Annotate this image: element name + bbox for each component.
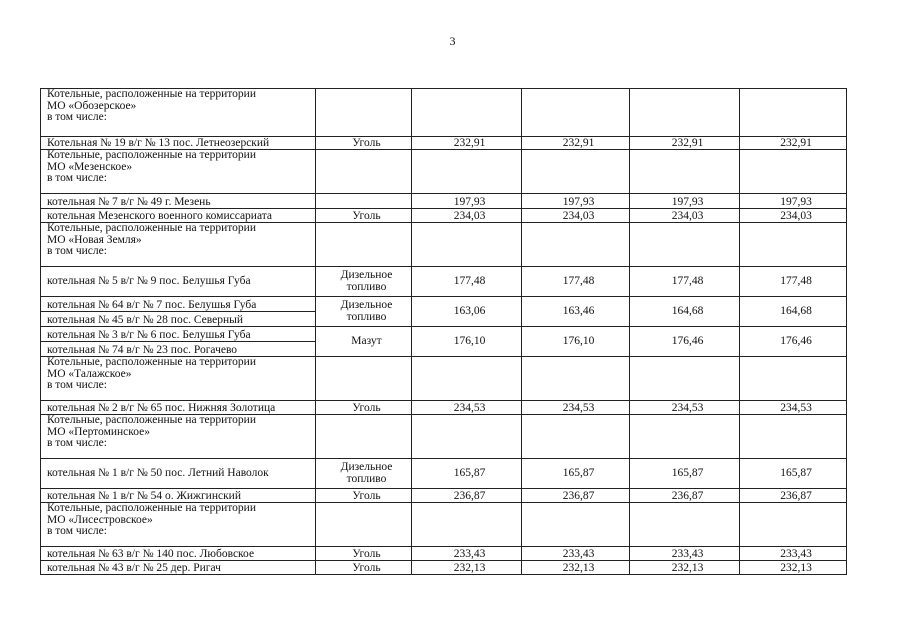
tariff-value: 164,68 [740,297,847,327]
tariff-value: 232,91 [412,137,522,150]
group-header-cell: Котельные, расположенные на территории МО «Талажское» в том числе: [41,357,316,401]
group-header-row [41,503,847,547]
group-header-row [41,415,847,459]
tariff-value: 234,03 [630,209,740,223]
tariff-value: 233,43 [412,547,522,561]
tariff-value: 176,46 [630,327,740,357]
fuel-type: Уголь [316,547,412,561]
tariff-value: 234,53 [522,401,630,415]
tariff-value: 232,13 [412,561,522,575]
tariff-value: 177,48 [630,267,740,297]
group-header-row [41,357,847,401]
fuel-type: Уголь [316,561,412,575]
fuel-type: Уголь [316,137,412,150]
tariff-value: 165,87 [630,459,740,489]
boiler-name: котельная № 45 в/г № 28 пос. Северный [41,312,316,327]
table-row [41,194,847,209]
tariff-value: 233,43 [522,547,630,561]
boiler-name: котельная № 64 в/г № 7 пос. Белушья Губа [41,297,316,312]
tariff-value: 163,06 [412,297,522,327]
tariff-value: 197,93 [522,194,630,209]
table-row [41,267,847,297]
tariff-value: 176,46 [740,327,847,357]
group-header-cell: Котельные, расположенные на территории МО «Пертоминское» в том числе: [41,415,316,459]
tariff-value: 197,93 [630,194,740,209]
tariff-value: 234,53 [412,401,522,415]
tariff-value: 236,87 [522,489,630,503]
table-row [41,561,847,575]
boiler-name: Котельная № 19 в/г № 13 пос. Летнеозерский [41,137,316,150]
tariff-value: 165,87 [522,459,630,489]
tariff-value: 233,43 [740,547,847,561]
tariff-value: 236,87 [412,489,522,503]
group-header-row [41,223,847,267]
boiler-name: котельная № 43 в/г № 25 дер. Ригач [41,561,316,575]
fuel-type: Мазут [316,327,412,357]
tariff-value: 236,87 [740,489,847,503]
group-header-cell: Котельные, расположенные на территории МО «Мезенское» в том числе: [41,150,316,194]
tariff-value: 233,43 [630,547,740,561]
group-header-row [41,150,847,194]
fuel-type [316,194,412,209]
tariff-value: 163,46 [522,297,630,327]
boiler-name: котельная № 1 в/г № 54 о. Жижгинский [41,489,316,503]
tariff-value: 232,13 [740,561,847,575]
table-row [41,209,847,223]
tariff-table [40,88,847,575]
tariff-value: 236,87 [630,489,740,503]
tariff-value: 232,13 [522,561,630,575]
tariff-value: 177,48 [412,267,522,297]
tariff-value: 165,87 [412,459,522,489]
tariff-value: 234,03 [522,209,630,223]
table-row [41,327,847,342]
page-number: 3 [449,34,456,48]
tariff-value: 234,03 [740,209,847,223]
tariff-value: 165,87 [740,459,847,489]
table-row [41,297,847,312]
tariff-value: 177,48 [740,267,847,297]
table-row [41,547,847,561]
tariff-value: 234,03 [412,209,522,223]
group-header-cell: Котельные, расположенные на территории МО «Лисестровское» в том числе: [41,503,316,547]
fuel-type: Уголь [316,489,412,503]
boiler-name: котельная № 1 в/г № 50 пос. Летний Наволок [41,459,316,489]
boiler-name: котельная № 2 в/г № 65 пос. Нижняя Золотица [41,401,316,415]
table-row [41,401,847,415]
tariff-value: 197,93 [740,194,847,209]
group-header-cell: Котельные, расположенные на территории МО «Новая Земля» в том числе: [41,223,316,267]
boiler-name: котельная № 3 в/г № 6 пос. Белушья Губа [41,327,316,342]
group-header-row [41,89,847,137]
fuel-type: Дизельное топливо [316,267,412,297]
table-row [41,137,847,150]
table-row [41,459,847,489]
boiler-name: котельная № 7 в/г № 49 г. Мезень [41,194,316,209]
tariff-value: 176,10 [412,327,522,357]
boiler-name: котельная № 5 в/г № 9 пос. Белушья Губа [41,267,316,297]
boiler-name: котельная № 63 в/г № 140 пос. Любовское [41,547,316,561]
tariff-value: 234,53 [740,401,847,415]
tariff-value: 164,68 [630,297,740,327]
table-row [41,489,847,503]
group-header-cell: Котельные, расположенные на территории МО «Обозерское» в том числе: [41,89,316,137]
fuel-type: Уголь [316,209,412,223]
tariff-value: 232,91 [630,137,740,150]
tariff-value: 176,10 [522,327,630,357]
fuel-type: Дизельное топливо [316,459,412,489]
boiler-name: котельная № 74 в/г № 23 пос. Рогачево [41,342,316,357]
tariff-value: 234,53 [630,401,740,415]
tariff-value: 177,48 [522,267,630,297]
boiler-name: котельная Мезенского военного комиссариата [41,209,316,223]
tariff-value: 232,13 [630,561,740,575]
tariff-value: 232,91 [740,137,847,150]
tariff-value: 197,93 [412,194,522,209]
tariff-value: 232,91 [522,137,630,150]
fuel-type: Дизельное топливо [316,297,412,327]
fuel-type: Уголь [316,401,412,415]
